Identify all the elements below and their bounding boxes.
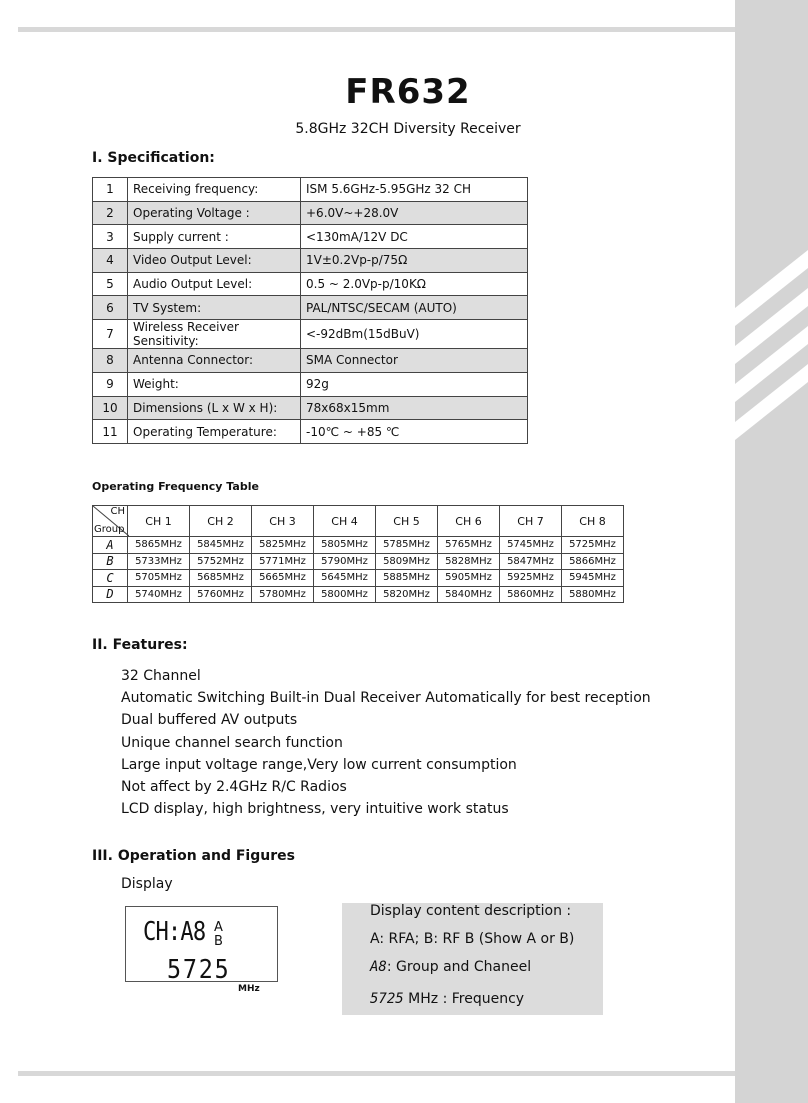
frequency-row xyxy=(93,570,624,587)
corner-group-label: Group xyxy=(94,524,125,535)
page-subtitle: 5.8GHz 32CH Diversity Receiver xyxy=(295,121,521,137)
spec-value-cell: <-92dBm(15dBuV) xyxy=(301,320,528,349)
spec-label-cell: Receiving frequency: xyxy=(128,178,301,202)
frequency-cell: 5685MHz xyxy=(190,570,252,587)
group-cell: C xyxy=(93,570,128,587)
lcd-antenna-indicator xyxy=(214,921,223,949)
display-description-box xyxy=(342,903,603,1015)
feature-item: Not affect by 2.4GHz R/C Radios xyxy=(121,779,347,796)
description-heading: Display content description : xyxy=(370,903,572,919)
spec-row xyxy=(93,225,528,249)
frequency-row xyxy=(93,553,624,570)
spec-label-cell: Supply current : xyxy=(128,225,301,249)
lcd-frequency-readout: 5725 xyxy=(167,955,231,985)
spec-no-cell: 9 xyxy=(93,372,128,396)
channel-header-cell: CH 4 xyxy=(314,506,376,537)
corner-header-cell xyxy=(93,506,128,537)
frequency-cell: 5860MHz xyxy=(500,586,562,603)
spec-row xyxy=(93,320,528,349)
frequency-cell: 5771MHz xyxy=(252,553,314,570)
spec-value-cell: SMA Connector xyxy=(301,349,528,373)
display-label: Display xyxy=(121,876,173,892)
channel-header-cell: CH 2 xyxy=(190,506,252,537)
channel-header-cell: CH 6 xyxy=(438,506,500,537)
top-rule xyxy=(18,27,735,32)
frequency-cell: 5885MHz xyxy=(376,570,438,587)
spec-value-cell: 1V±0.2Vp-p/75Ω xyxy=(301,249,528,273)
frequency-cell: 5800MHz xyxy=(314,586,376,603)
spec-row xyxy=(93,349,528,373)
frequency-cell: 5760MHz xyxy=(190,586,252,603)
frequency-cell: 5733MHz xyxy=(128,553,190,570)
spec-no-cell: 1 xyxy=(93,178,128,202)
spec-no-cell: 8 xyxy=(93,349,128,373)
spec-label-cell: TV System: xyxy=(128,296,301,320)
group-cell: A xyxy=(93,537,128,554)
lcd-channel-readout: CH:A8 xyxy=(143,917,206,947)
frequency-table xyxy=(92,505,624,603)
side-decoration-band xyxy=(735,0,808,1103)
spec-no-cell: 2 xyxy=(93,201,128,225)
lcd-unit-label: MHz xyxy=(238,984,260,994)
frequency-cell: 5847MHz xyxy=(500,553,562,570)
frequency-cell: 5865MHz xyxy=(128,537,190,554)
spec-value-cell: 92g xyxy=(301,372,528,396)
frequency-cell: 5725MHz xyxy=(562,537,624,554)
spec-label-cell: Video Output Level: xyxy=(128,249,301,273)
spec-row xyxy=(93,296,528,320)
frequency-table-title: Operating Frequency Table xyxy=(92,480,259,493)
group-cell: D xyxy=(93,586,128,603)
spec-label-cell: Wireless Receiver Sensitivity: xyxy=(128,320,301,349)
channel-header-cell: CH 1 xyxy=(128,506,190,537)
group-segment-glyph: A8 xyxy=(370,959,387,975)
frequency-cell: 5740MHz xyxy=(128,586,190,603)
channel-header-cell: CH 5 xyxy=(376,506,438,537)
feature-item: Dual buffered AV outputs xyxy=(121,712,298,729)
spec-no-cell: 4 xyxy=(93,249,128,273)
frequency-cell: 5825MHz xyxy=(252,537,314,554)
description-line-group xyxy=(370,959,531,975)
spec-row xyxy=(93,201,528,225)
spec-row xyxy=(93,178,528,202)
spec-value-cell: PAL/NTSC/SECAM (AUTO) xyxy=(301,296,528,320)
spec-label-cell: Dimensions (L x W x H): xyxy=(128,396,301,420)
spec-row xyxy=(93,372,528,396)
channel-header-cell: CH 7 xyxy=(500,506,562,537)
feature-item: Large input voltage range,Very low current consumption xyxy=(121,756,517,773)
frequency-cell: 5809MHz xyxy=(376,553,438,570)
frequency-cell: 5845MHz xyxy=(190,537,252,554)
feature-item: Unique channel search function xyxy=(121,734,343,751)
frequency-cell: 5905MHz xyxy=(438,570,500,587)
spec-value-cell: -10℃ ~ +85 ℃ xyxy=(301,420,528,444)
feature-item: LCD display, high brightness, very intuitive work status xyxy=(121,801,509,818)
lcd-antenna-b: B xyxy=(214,934,223,949)
frequency-cell: 5805MHz xyxy=(314,537,376,554)
frequency-cell: 5828MHz xyxy=(438,553,500,570)
channel-header-cell: CH 3 xyxy=(252,506,314,537)
spec-no-cell: 11 xyxy=(93,420,128,444)
operation-heading: III. Operation and Figures xyxy=(92,848,295,864)
frequency-cell: 5645MHz xyxy=(314,570,376,587)
spec-label-cell: Operating Voltage : xyxy=(128,201,301,225)
specification-heading: I. Specification: xyxy=(92,150,215,166)
frequency-cell: 5665MHz xyxy=(252,570,314,587)
feature-item: Automatic Switching Built-in Dual Receiver Automatically for best reception xyxy=(121,690,651,707)
spec-no-cell: 10 xyxy=(93,396,128,420)
spec-row xyxy=(93,272,528,296)
frequency-cell: 5780MHz xyxy=(252,586,314,603)
spec-row xyxy=(93,420,528,444)
spec-value-cell: 0.5 ~ 2.0Vp-p/10KΩ xyxy=(301,272,528,296)
frequency-cell: 5925MHz xyxy=(500,570,562,587)
group-description-text: : Group and Chaneel xyxy=(386,959,532,975)
spec-label-cell: Operating Temperature: xyxy=(128,420,301,444)
bottom-rule xyxy=(18,1071,735,1076)
frequency-cell: 5745MHz xyxy=(500,537,562,554)
spec-value-cell: +6.0V~+28.0V xyxy=(301,201,528,225)
frequency-cell: 5880MHz xyxy=(562,586,624,603)
spec-value-cell: 78x68x15mm xyxy=(301,396,528,420)
description-line-antenna: A: RFA; B: RF B (Show A or B) xyxy=(370,931,575,947)
spec-label-cell: Audio Output Level: xyxy=(128,272,301,296)
frequency-cell: 5790MHz xyxy=(314,553,376,570)
frequency-cell: 5866MHz xyxy=(562,553,624,570)
spec-no-cell: 7 xyxy=(93,320,128,349)
frequency-description-text: MHz : Frequency xyxy=(403,991,525,1007)
feature-item: 32 Channel xyxy=(121,668,201,684)
spec-label-cell: Antenna Connector: xyxy=(128,349,301,373)
features-list xyxy=(121,665,651,820)
spec-label-cell: Weight: xyxy=(128,372,301,396)
frequency-segment-glyph: 5725 xyxy=(370,991,404,1007)
frequency-cell: 5785MHz xyxy=(376,537,438,554)
frequency-cell: 5705MHz xyxy=(128,570,190,587)
frequency-cell: 5752MHz xyxy=(190,553,252,570)
frequency-cell: 5820MHz xyxy=(376,586,438,603)
lcd-display-figure xyxy=(125,906,278,994)
frequency-cell: 5945MHz xyxy=(562,570,624,587)
frequency-row xyxy=(93,586,624,603)
spec-no-cell: 5 xyxy=(93,272,128,296)
spec-row xyxy=(93,249,528,273)
specification-table xyxy=(92,177,528,444)
group-cell: B xyxy=(93,553,128,570)
spec-no-cell: 3 xyxy=(93,225,128,249)
frequency-row xyxy=(93,537,624,554)
lcd-antenna-a: A xyxy=(214,920,223,935)
channel-header-cell: CH 8 xyxy=(562,506,624,537)
description-line-frequency xyxy=(370,991,524,1007)
spec-value-cell: ISM 5.6GHz-5.95GHz 32 CH xyxy=(301,178,528,202)
spec-row xyxy=(93,396,528,420)
spec-no-cell: 6 xyxy=(93,296,128,320)
page-title: FR632 xyxy=(345,72,471,112)
features-heading: II. Features: xyxy=(92,637,188,653)
spec-value-cell: <130mA/12V DC xyxy=(301,225,528,249)
frequency-cell: 5840MHz xyxy=(438,586,500,603)
corner-ch-label: CH xyxy=(110,506,125,517)
frequency-cell: 5765MHz xyxy=(438,537,500,554)
